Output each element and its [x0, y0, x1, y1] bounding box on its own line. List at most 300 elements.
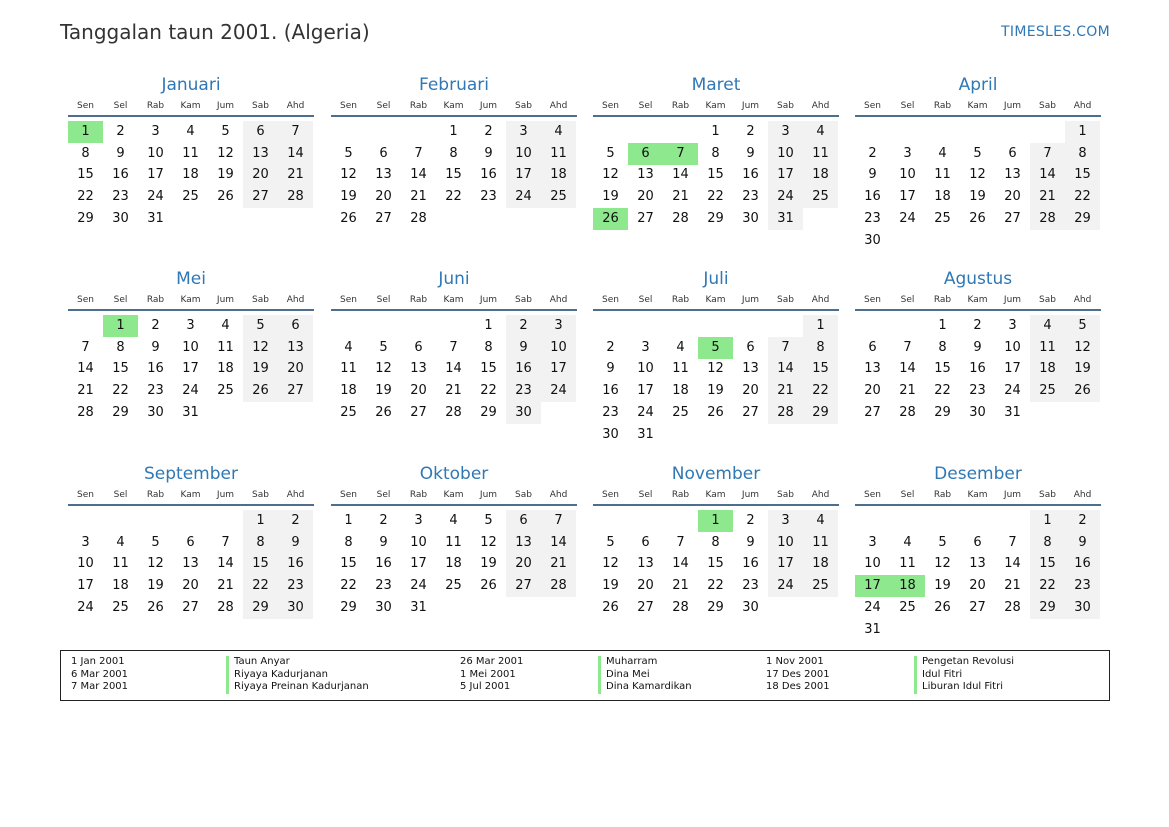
- month-name: Maret: [691, 75, 741, 95]
- legend-date: 7 Mar 2001: [71, 681, 129, 692]
- day-cell: 25: [182, 189, 199, 205]
- day-cell: 9: [746, 534, 755, 550]
- day-cell: 4: [903, 534, 912, 550]
- day-cell: 8: [711, 145, 720, 161]
- month-name: Januari: [161, 75, 221, 95]
- day-cell: 2: [746, 124, 755, 139]
- day-cell: 21: [1004, 578, 1021, 594]
- day-cell: 30: [1074, 599, 1091, 615]
- day-cell: 30: [742, 599, 759, 615]
- day-cell: 3: [81, 534, 90, 550]
- day-cell: 10: [182, 339, 199, 355]
- day-cell: 12: [602, 556, 619, 572]
- day-cell: 28: [777, 404, 794, 420]
- day-cell: 21: [1039, 189, 1056, 205]
- weekday-label: Sab: [515, 101, 532, 111]
- legend-date: 1 Jan 2001: [71, 656, 125, 667]
- day-cell: 15: [934, 361, 951, 377]
- legend-holiday-name: Muharram: [598, 656, 692, 669]
- day-cell: 3: [554, 318, 563, 333]
- day-cell: 23: [287, 578, 304, 594]
- legend-holiday-name: Riyaya Kadurjanan: [226, 669, 369, 682]
- day-cell: 16: [742, 167, 759, 183]
- month-name: September: [144, 464, 238, 484]
- day-cell: 6: [519, 513, 528, 528]
- day-cell: 19: [1074, 361, 1091, 377]
- day-cell: 21: [445, 383, 462, 399]
- day-cell: 27: [287, 383, 304, 399]
- day-cell: 29: [707, 599, 724, 615]
- weekday-label: Sen: [340, 490, 357, 500]
- day-cell: 11: [672, 361, 689, 377]
- day-cell: 8: [256, 534, 265, 550]
- day-cell: 14: [217, 556, 234, 572]
- weekday-label: Sel: [638, 101, 653, 111]
- day-cell: 27: [182, 599, 199, 615]
- day-cell: 8: [484, 339, 493, 355]
- day-cell: 4: [186, 124, 195, 139]
- day-cell: 26: [252, 383, 269, 399]
- day-cell: 23: [480, 189, 497, 205]
- weekday-label: Sab: [515, 490, 532, 500]
- day-cell: 1: [1078, 124, 1087, 139]
- day-cell: 17: [637, 383, 654, 399]
- day-cell: 12: [252, 339, 269, 355]
- day-cell: 5: [484, 513, 493, 528]
- weekday-label: Jum: [216, 101, 235, 111]
- day-cell: 7: [1043, 145, 1052, 161]
- weekday-label: Sab: [777, 295, 794, 305]
- day-cell: 16: [287, 556, 304, 572]
- weekday-label: Kam: [705, 490, 726, 500]
- day-cell: 1: [711, 124, 720, 139]
- weekday-label: Sen: [340, 101, 357, 111]
- day-cell: 4: [938, 145, 947, 161]
- day-cell: 3: [781, 513, 790, 528]
- legend-date: 1 Mei 2001: [460, 668, 516, 680]
- month-mei: [68, 268, 314, 424]
- month-januari: [68, 74, 314, 230]
- month-februari: [331, 74, 577, 230]
- month-name: Juni: [438, 269, 470, 289]
- day-cell: 7: [291, 124, 300, 139]
- day-cell: 13: [515, 534, 532, 550]
- weekday-label: Rab: [933, 490, 952, 500]
- day-cell: 25: [340, 404, 357, 420]
- day-cell: 9: [116, 145, 125, 161]
- weekday-label: Kam: [180, 295, 201, 305]
- day-cell: 17: [550, 361, 567, 377]
- weekday-label: Sel: [900, 490, 915, 500]
- day-cell: 25: [812, 189, 829, 205]
- day-cell: 15: [812, 361, 829, 377]
- legend-dates: [71, 656, 128, 694]
- month-name: Februari: [419, 75, 489, 95]
- day-cell: 24: [1004, 383, 1021, 399]
- day-cell: 25: [217, 383, 234, 399]
- day-cell: 15: [445, 167, 462, 183]
- day-cell: 7: [676, 534, 685, 550]
- day-cell: 7: [1008, 534, 1017, 550]
- weekday-label: Kam: [967, 101, 988, 111]
- month-days: [68, 121, 314, 230]
- weekday-header: [331, 293, 577, 311]
- day-cell: 10: [637, 361, 654, 377]
- day-cell: 19: [934, 578, 951, 594]
- day-cell: 11: [445, 534, 462, 550]
- month-days: [855, 315, 1101, 424]
- day-cell: 25: [445, 578, 462, 594]
- day-cell: 7: [554, 513, 563, 528]
- weekday-label: Rab: [146, 101, 165, 111]
- holiday-day: 7: [663, 143, 698, 165]
- day-cell: 20: [410, 383, 427, 399]
- legend-date: 6 Mar 2001: [71, 668, 129, 680]
- day-cell: 19: [480, 556, 497, 572]
- weekday-label: Jum: [741, 295, 760, 305]
- day-cell: 24: [410, 578, 427, 594]
- day-cell: 20: [515, 556, 532, 572]
- day-cell: 14: [899, 361, 916, 377]
- weekday-label: Ahd: [286, 101, 305, 111]
- day-cell: 12: [375, 361, 392, 377]
- day-cell: 31: [777, 210, 794, 226]
- weekday-label: Sel: [638, 295, 653, 305]
- day-cell: 13: [637, 556, 654, 572]
- weekday-label: Jum: [1003, 295, 1022, 305]
- day-cell: 18: [550, 167, 567, 183]
- day-cell: 6: [256, 124, 265, 139]
- day-cell: 14: [1039, 167, 1056, 183]
- month-juli: [593, 268, 839, 445]
- brand-link[interactable]: TIMESLES.COM: [1001, 24, 1110, 40]
- day-cell: 10: [777, 534, 794, 550]
- day-cell: 30: [515, 404, 532, 420]
- day-cell: 6: [746, 339, 755, 355]
- day-cell: 13: [637, 167, 654, 183]
- day-cell: 12: [969, 167, 986, 183]
- day-cell: 5: [606, 534, 615, 550]
- day-cell: 22: [707, 578, 724, 594]
- day-cell: 8: [1043, 534, 1052, 550]
- day-cell: 8: [116, 339, 125, 355]
- day-cell: 3: [868, 534, 877, 550]
- weekday-label: Jum: [216, 295, 235, 305]
- day-cell: 18: [934, 189, 951, 205]
- month-days: [68, 315, 314, 424]
- legend-date: 1 Nov 2001: [766, 656, 824, 667]
- day-cell: 14: [287, 145, 304, 161]
- day-cell: 13: [182, 556, 199, 572]
- day-cell: 1: [484, 318, 493, 333]
- day-cell: 17: [182, 361, 199, 377]
- legend-dates: [460, 656, 523, 694]
- day-cell: 20: [287, 361, 304, 377]
- day-cell: 17: [410, 556, 427, 572]
- day-cell: 6: [641, 534, 650, 550]
- day-cell: 17: [147, 167, 164, 183]
- day-cell: 14: [672, 556, 689, 572]
- weekday-header: [855, 99, 1101, 117]
- day-cell: 16: [864, 189, 881, 205]
- day-cell: 2: [746, 513, 755, 528]
- day-cell: 9: [519, 339, 528, 355]
- day-cell: 22: [480, 383, 497, 399]
- legend-holiday-name: Pengetan Revolusi: [914, 656, 1014, 669]
- day-cell: 21: [899, 383, 916, 399]
- month-days: [593, 510, 839, 619]
- month-name: Desember: [934, 464, 1022, 484]
- day-cell: 11: [112, 556, 129, 572]
- day-cell: 20: [969, 578, 986, 594]
- day-cell: 13: [1004, 167, 1021, 183]
- day-cell: 3: [186, 318, 195, 333]
- weekday-label: Rab: [933, 295, 952, 305]
- weekday-label: Rab: [146, 295, 165, 305]
- day-cell: 1: [256, 513, 265, 528]
- day-cell: 13: [410, 361, 427, 377]
- day-cell: 13: [375, 167, 392, 183]
- day-cell: 5: [379, 339, 388, 355]
- day-cell: 10: [77, 556, 94, 572]
- day-cell: 2: [116, 124, 125, 139]
- day-cell: 22: [340, 578, 357, 594]
- legend-holiday-name: Liburan Idul Fitri: [914, 681, 1014, 694]
- day-cell: 4: [449, 513, 458, 528]
- day-cell: 3: [1008, 318, 1017, 333]
- weekday-header: [855, 293, 1101, 311]
- legend-holiday-name: Idul Fitri: [914, 669, 1014, 682]
- day-cell: 3: [519, 124, 528, 139]
- month-days: [331, 315, 577, 424]
- day-cell: 26: [375, 404, 392, 420]
- legend-date: 18 Des 2001: [766, 681, 830, 692]
- day-cell: 6: [414, 339, 423, 355]
- weekday-label: Sen: [864, 101, 881, 111]
- weekday-header: [68, 99, 314, 117]
- day-cell: 31: [410, 599, 427, 615]
- day-cell: 26: [340, 210, 357, 226]
- legend-names: [226, 656, 369, 694]
- day-cell: 28: [217, 599, 234, 615]
- day-cell: 3: [641, 339, 650, 355]
- day-cell: 12: [707, 361, 724, 377]
- weekday-header: [593, 488, 839, 506]
- day-cell: 6: [868, 339, 877, 355]
- day-cell: 28: [672, 210, 689, 226]
- weekday-label: Ahd: [286, 295, 305, 305]
- day-cell: 22: [1039, 578, 1056, 594]
- day-cell: 27: [410, 404, 427, 420]
- day-cell: 4: [554, 124, 563, 139]
- day-cell: 10: [864, 556, 881, 572]
- weekday-label: Sel: [113, 295, 128, 305]
- month-days: [331, 121, 577, 230]
- day-cell: 30: [287, 599, 304, 615]
- day-cell: 4: [816, 513, 825, 528]
- month-name: Agustus: [943, 269, 1013, 289]
- weekday-label: Ahd: [549, 490, 568, 500]
- day-cell: 10: [550, 339, 567, 355]
- day-cell: 12: [602, 167, 619, 183]
- day-cell: 9: [379, 534, 388, 550]
- day-cell: 24: [77, 599, 94, 615]
- weekday-label: Jum: [216, 490, 235, 500]
- day-cell: 24: [637, 404, 654, 420]
- day-cell: 23: [1074, 578, 1091, 594]
- weekday-label: Kam: [443, 490, 464, 500]
- weekday-label: Kam: [443, 295, 464, 305]
- day-cell: 9: [606, 361, 615, 377]
- weekday-label: Jum: [741, 490, 760, 500]
- legend-date: 26 Mar 2001: [460, 656, 524, 667]
- weekday-label: Kam: [705, 101, 726, 111]
- day-cell: 6: [291, 318, 300, 333]
- day-cell: 27: [252, 189, 269, 205]
- day-cell: 16: [515, 361, 532, 377]
- weekday-header: [593, 99, 839, 117]
- day-cell: 17: [899, 189, 916, 205]
- day-cell: 30: [969, 404, 986, 420]
- weekday-label: Ahd: [286, 490, 305, 500]
- day-cell: 7: [414, 145, 423, 161]
- day-cell: 12: [1074, 339, 1091, 355]
- day-cell: 15: [112, 361, 129, 377]
- holiday-day: 6: [628, 143, 663, 165]
- day-cell: 21: [550, 556, 567, 572]
- day-cell: 5: [938, 534, 947, 550]
- day-cell: 19: [375, 383, 392, 399]
- day-cell: 28: [899, 404, 916, 420]
- day-cell: 3: [903, 145, 912, 161]
- day-cell: 11: [1039, 339, 1056, 355]
- day-cell: 16: [375, 556, 392, 572]
- month-name: April: [958, 75, 998, 95]
- weekday-label: Sel: [376, 490, 391, 500]
- legend-date: 5 Jul 2001: [460, 681, 511, 692]
- weekday-header: [68, 488, 314, 506]
- day-cell: 11: [217, 339, 234, 355]
- month-oktober: [331, 463, 577, 619]
- day-cell: 26: [707, 404, 724, 420]
- day-cell: 27: [1004, 210, 1021, 226]
- page-title: Tanggalan taun 2001. (Algeria): [60, 20, 370, 44]
- day-cell: 25: [550, 189, 567, 205]
- day-cell: 22: [812, 383, 829, 399]
- day-cell: 18: [445, 556, 462, 572]
- weekday-label: Ahd: [549, 101, 568, 111]
- day-cell: 22: [252, 578, 269, 594]
- day-cell: 11: [812, 145, 829, 161]
- day-cell: 1: [816, 318, 825, 333]
- legend-dates: [766, 656, 830, 694]
- day-cell: 9: [151, 339, 160, 355]
- day-cell: 21: [672, 578, 689, 594]
- day-cell: 14: [410, 167, 427, 183]
- weekday-label: Ahd: [1073, 295, 1092, 305]
- day-cell: 27: [742, 404, 759, 420]
- weekday-label: Sab: [252, 295, 269, 305]
- weekday-label: Jum: [479, 101, 498, 111]
- day-cell: 16: [147, 361, 164, 377]
- day-cell: 10: [777, 145, 794, 161]
- legend-holiday-name: Riyaya Preinan Kadurjanan: [226, 681, 369, 694]
- day-cell: 26: [934, 599, 951, 615]
- day-cell: 30: [375, 599, 392, 615]
- day-cell: 31: [637, 426, 654, 442]
- day-cell: 24: [864, 599, 881, 615]
- weekday-label: Rab: [409, 101, 428, 111]
- day-cell: 1: [1043, 513, 1052, 528]
- day-cell: 6: [186, 534, 195, 550]
- month-name: Juli: [703, 269, 729, 289]
- day-cell: 12: [147, 556, 164, 572]
- day-cell: 10: [899, 167, 916, 183]
- day-cell: 11: [550, 145, 567, 161]
- day-cell: 15: [252, 556, 269, 572]
- day-cell: 19: [147, 578, 164, 594]
- weekday-label: Sen: [77, 101, 94, 111]
- day-cell: 28: [77, 404, 94, 420]
- day-cell: 25: [1039, 383, 1056, 399]
- day-cell: 30: [602, 426, 619, 442]
- day-cell: 23: [602, 404, 619, 420]
- day-cell: 13: [864, 361, 881, 377]
- day-cell: 4: [816, 124, 825, 139]
- day-cell: 28: [1039, 210, 1056, 226]
- day-cell: 27: [375, 210, 392, 226]
- day-cell: 28: [445, 404, 462, 420]
- day-cell: 27: [637, 599, 654, 615]
- day-cell: 27: [864, 404, 881, 420]
- day-cell: 24: [515, 189, 532, 205]
- day-cell: 14: [77, 361, 94, 377]
- day-cell: 30: [742, 210, 759, 226]
- day-cell: 11: [899, 556, 916, 572]
- day-cell: 11: [934, 167, 951, 183]
- day-cell: 1: [449, 124, 458, 139]
- month-november: [593, 463, 839, 619]
- day-cell: 15: [340, 556, 357, 572]
- month-name: Oktober: [419, 464, 489, 484]
- day-cell: 29: [812, 404, 829, 420]
- weekday-label: Sen: [864, 490, 881, 500]
- weekday-label: Ahd: [811, 490, 830, 500]
- day-cell: 27: [515, 578, 532, 594]
- day-cell: 12: [934, 556, 951, 572]
- day-cell: 16: [969, 361, 986, 377]
- day-cell: 29: [112, 404, 129, 420]
- day-cell: 19: [602, 189, 619, 205]
- month-days: [68, 510, 314, 619]
- day-cell: 26: [480, 578, 497, 594]
- day-cell: 13: [252, 145, 269, 161]
- day-cell: 10: [410, 534, 427, 550]
- weekday-label: Kam: [180, 490, 201, 500]
- holiday-day: 1: [103, 315, 138, 337]
- month-juni: [331, 268, 577, 424]
- month-days: [855, 121, 1101, 251]
- day-cell: 5: [344, 145, 353, 161]
- day-cell: 4: [1043, 318, 1052, 333]
- day-cell: 11: [812, 534, 829, 550]
- day-cell: 26: [1074, 383, 1091, 399]
- day-cell: 28: [410, 210, 427, 226]
- day-cell: 22: [445, 189, 462, 205]
- day-cell: 21: [777, 383, 794, 399]
- weekday-label: Sab: [777, 490, 794, 500]
- weekday-label: Sel: [376, 295, 391, 305]
